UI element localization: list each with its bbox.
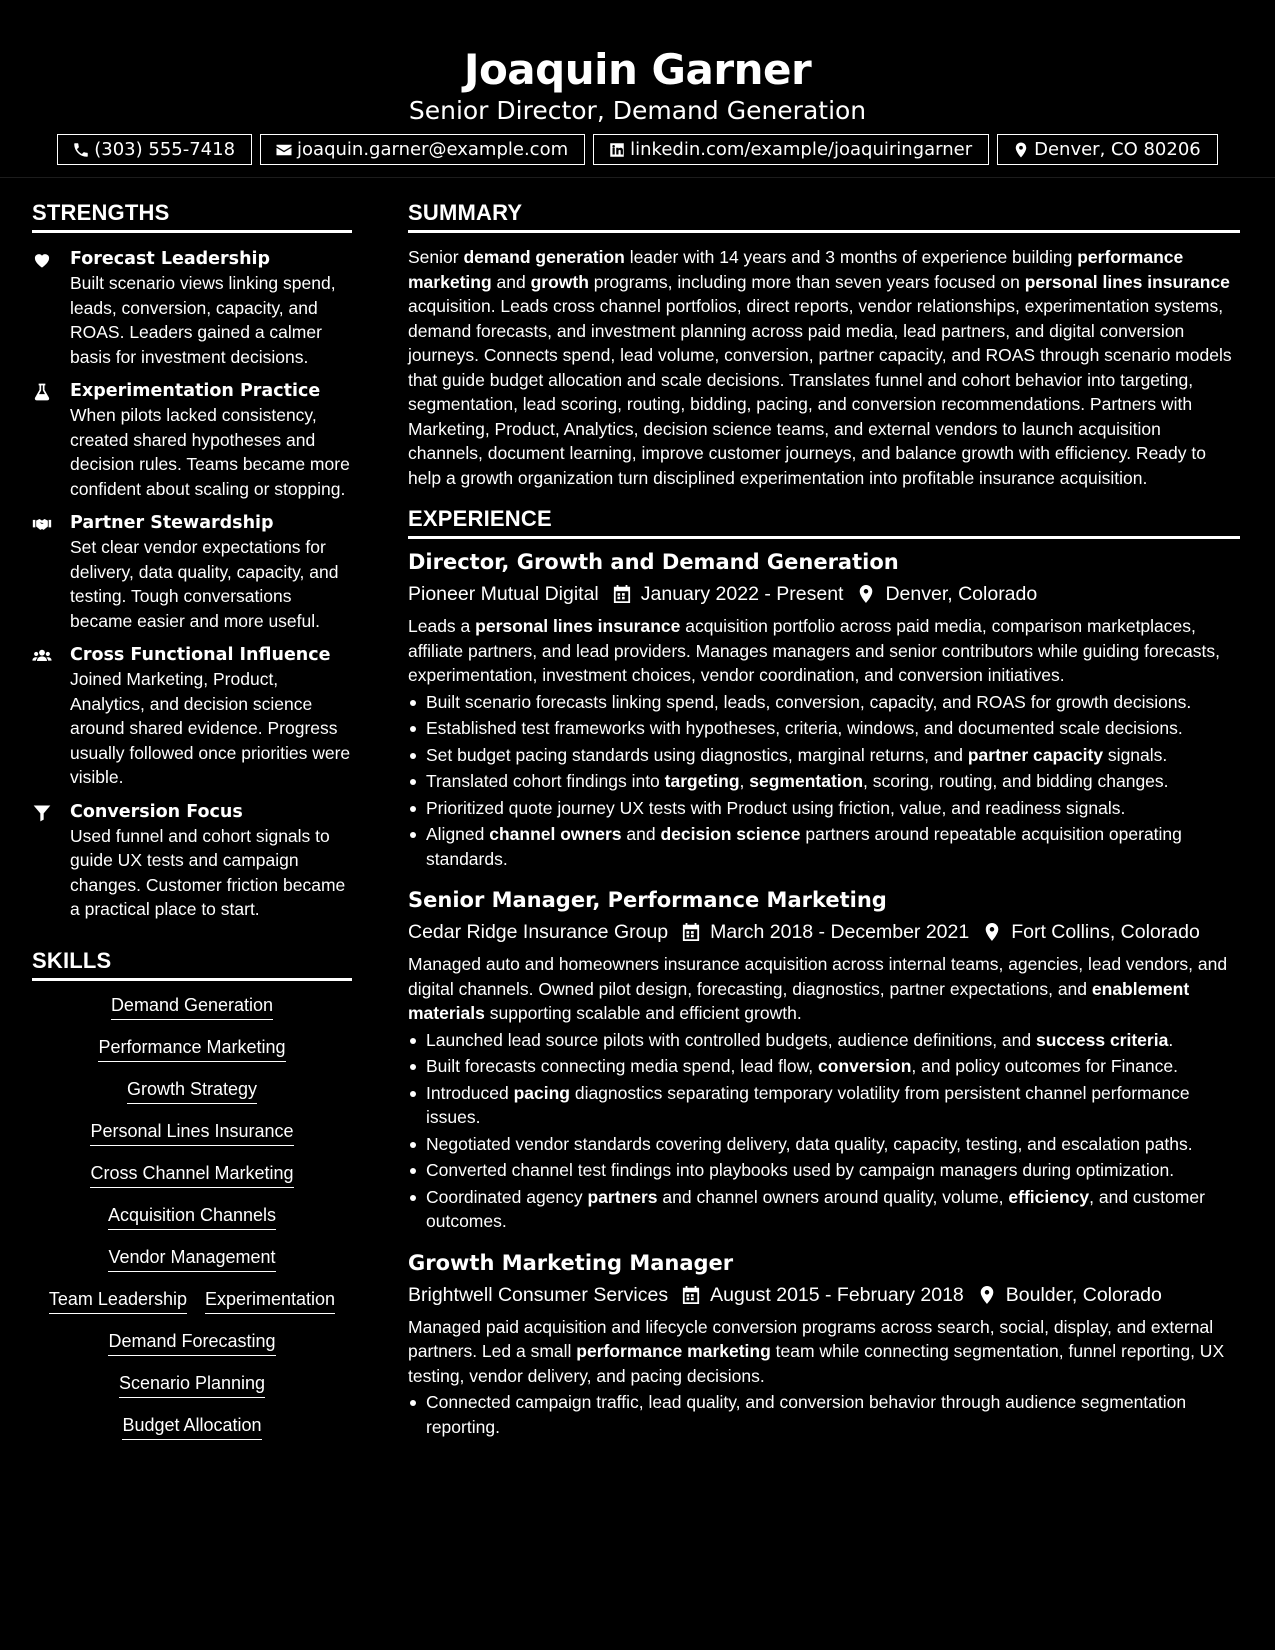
job-bullets — [408, 1028, 1240, 1234]
strength-item — [32, 379, 352, 501]
job-meta — [408, 1279, 1240, 1311]
job-title: Director, Growth and Demand Generation — [408, 550, 899, 574]
bullet-item: Negotiated vendor standards covering delivery, data quality, capacity, testing, and escalation paths. — [408, 1132, 1240, 1157]
job-dates: January 2022 - Present — [640, 583, 844, 605]
skill-tag: Demand Generation — [111, 993, 273, 1020]
left-column — [32, 196, 352, 1440]
bullet-item: Established test frameworks with hypotheses, criteria, windows, and documented scale decisions. — [408, 716, 1240, 741]
job-company: Cedar Ridge Insurance Group — [408, 921, 669, 943]
contact-email[interactable] — [260, 134, 585, 165]
candidate-name: Joaquin Garner — [463, 45, 812, 94]
strengths-heading: STRENGTHS — [32, 196, 352, 233]
funnel-icon — [32, 800, 70, 922]
job-entry — [408, 885, 1240, 1234]
job-entry — [408, 1248, 1240, 1440]
map-pin-icon — [978, 1285, 996, 1305]
bullet-item: Built forecasts connecting media spend, lead flow, conversion, and policy outcomes for Finance. — [408, 1054, 1240, 1079]
skill-tag: Scenario Planning — [119, 1371, 265, 1398]
job-dates: March 2018 - December 2021 — [710, 921, 970, 943]
flask-icon — [32, 379, 70, 501]
candidate-title: Senior Director, Demand Generation — [408, 96, 867, 125]
bullet-item: Introduced pacing diagnostics separating temporary volatility from persistent channel performance issues. — [408, 1081, 1240, 1130]
summary-text: Senior demand generation leader with 14 years and 3 months of experience building performance marketing and growth programs, including more than seven years focused on personal lines insurance acquisition. Leads cross channel portfolios, direct reports, vendor relationships, experimentation systems, demand forecasts, and investment planning across paid media, lead partners, and digital conversion journeys. Connects spend, lead volume, conversion, partner capacity, and ROAS through scenario models that guide budget allocation and scale decisions. Translates funnel and cohort behavior into targeting, segmentation, lead scoring, routing, bidding, pacing, and conversion recommendations. Partners with Marketing, Product, Analytics, decision science teams, and external vendors to launch acquisition channels, document learning, improve customer journeys, and balance growth with efficiency. Ready to help a growth organization turn disciplined experimentation into profitable insurance acquisition. — [408, 247, 1232, 488]
right-column — [408, 196, 1240, 1441]
skill-tag: Budget Allocation — [122, 1413, 261, 1440]
job-title: Senior Manager, Performance Marketing — [408, 888, 887, 912]
calendar-icon — [613, 584, 631, 604]
skill-tag: Demand Forecasting — [108, 1329, 275, 1356]
strength-item — [32, 247, 352, 369]
skill-tag: Cross Channel Marketing — [90, 1161, 293, 1188]
map-pin-icon — [1012, 141, 1030, 159]
job-bullets — [408, 1390, 1240, 1439]
skill-tag: Vendor Management — [108, 1245, 275, 1272]
bullet-item: Launched lead source pilots with controlled budgets, audience definitions, and success criteria. — [408, 1028, 1240, 1053]
strength-title: Cross Functional Influence — [70, 645, 331, 665]
skill-tag: Growth Strategy — [127, 1077, 257, 1104]
job-meta — [408, 916, 1240, 948]
skills-list — [32, 993, 352, 1440]
calendar-icon — [682, 1285, 700, 1305]
contact-phone[interactable] — [57, 134, 252, 165]
job-location: Boulder, Colorado — [1005, 1283, 1162, 1306]
strength-text: Used funnel and cohort signals to guide UX tests and campaign changes. Customer friction became a practical place to start. — [70, 825, 346, 919]
strength-item — [32, 643, 352, 790]
strength-text: When pilots lacked consistency, created shared hypotheses and decision rules. Teams became more confident about scaling or stopping. — [70, 405, 350, 499]
summary-heading: SUMMARY — [408, 196, 1240, 233]
strength-item — [32, 800, 352, 922]
strength-title: Forecast Leadership — [70, 249, 271, 269]
job-company: Pioneer Mutual Digital — [408, 583, 599, 605]
bullet-item: Coordinated agency partners and channel owners around quality, volume, efficiency, and customer outcomes. — [408, 1185, 1240, 1234]
bullet-item: Built scenario forecasts linking spend, leads, conversion, capacity, and ROAS for growth decisions. — [408, 690, 1240, 715]
strength-text: Set clear vendor expectations for delivery, data quality, capacity, and testing. Tough conversations became easier and more useful. — [70, 537, 339, 631]
contact-location-text: Denver, CO 80206 — [1034, 139, 1201, 160]
handshake-icon — [32, 511, 70, 633]
phone-icon — [72, 141, 90, 159]
heart-icon — [32, 247, 70, 369]
contact-linkedin-text: linkedin.com/example/joaquiringarner — [630, 139, 973, 160]
skills-heading: SKILLS — [32, 944, 352, 981]
users-icon — [32, 643, 70, 790]
skill-tag: Experimentation — [205, 1287, 335, 1314]
strength-title: Conversion Focus — [70, 801, 243, 822]
skill-tag: Performance Marketing — [98, 1035, 285, 1062]
job-description: Managed paid acquisition and lifecycle conversion programs across search, social, display, and external partners. Led a small performance marketing team while connecting segmentation, funnel reporting, UX testing, vendor delivery, and pacing decisions. — [408, 1316, 1225, 1386]
contact-linkedin[interactable] — [593, 134, 989, 165]
resume-header — [0, 0, 1275, 178]
contact-bar — [0, 134, 1275, 165]
experience-heading: EXPERIENCE — [408, 502, 1240, 539]
job-description: Leads a personal lines insurance acquisition portfolio across paid media, comparison marketplaces, affiliate partners, and lead providers. Manages managers and senior contributors while guiding forecasts, experimentation, investment choices, vendor coordination, and conversion initiatives. — [408, 616, 1220, 685]
bullet-item: Converted channel test findings into playbooks used by campaign managers during optimization. — [408, 1158, 1240, 1183]
bullet-item: Aligned channel owners and decision science partners around repeatable acquisition operating standards. — [408, 822, 1240, 871]
bullet-item: Translated cohort findings into targeting, segmentation, scoring, routing, and bidding changes. — [408, 769, 1240, 794]
strength-text: Joined Marketing, Product, Analytics, and decision science around shared evidence. Progress usually followed once priorities were visible. — [70, 669, 351, 787]
strength-title: Partner Stewardship — [70, 513, 274, 533]
job-location: Fort Collins, Colorado — [1011, 921, 1200, 943]
experience-list — [408, 547, 1240, 1439]
contact-phone-text: (303) 555-7418 — [94, 139, 236, 160]
calendar-icon — [682, 922, 700, 942]
job-meta — [408, 578, 1240, 610]
strength-title: Experimentation Practice — [70, 381, 321, 401]
linkedin-icon — [608, 141, 626, 159]
job-bullets — [408, 690, 1240, 872]
contact-email-text: joaquin.garner@example.com — [297, 139, 569, 160]
job-title: Growth Marketing Manager — [408, 1250, 734, 1275]
strength-text: Built scenario views linking spend, leads, conversion, capacity, and ROAS. Leaders gained a calmer basis for investment decisions. — [70, 273, 336, 367]
job-entry — [408, 547, 1240, 871]
map-pin-icon — [857, 584, 875, 604]
job-description: Managed auto and homeowners insurance acquisition across internal teams, agencies, lead vendors, and digital channels. Owned pilot design, forecasting, diagnostics, partner expectations, and enablement materials supporting scalable and efficient growth. — [408, 954, 1228, 1023]
envelope-icon — [275, 141, 293, 159]
bullet-item: Prioritized quote journey UX tests with Product using friction, value, and readiness signals. — [408, 796, 1240, 821]
strength-item — [32, 511, 352, 633]
skill-tag: Acquisition Channels — [108, 1203, 276, 1230]
strengths-list — [32, 247, 352, 922]
job-company: Brightwell Consumer Services — [408, 1283, 669, 1306]
bullet-item: Set budget pacing standards using diagnostics, marginal returns, and partner capacity signals. — [408, 743, 1240, 768]
skill-tag: Personal Lines Insurance — [90, 1119, 293, 1146]
contact-location[interactable] — [997, 134, 1218, 165]
map-pin-icon — [983, 922, 1001, 942]
job-dates: August 2015 - February 2018 — [710, 1283, 964, 1306]
job-location: Denver, Colorado — [885, 583, 1038, 605]
bullet-item: Connected campaign traffic, lead quality, and conversion behavior through audience segmentation reporting. — [408, 1390, 1240, 1439]
skill-tag: Team Leadership — [49, 1287, 187, 1314]
